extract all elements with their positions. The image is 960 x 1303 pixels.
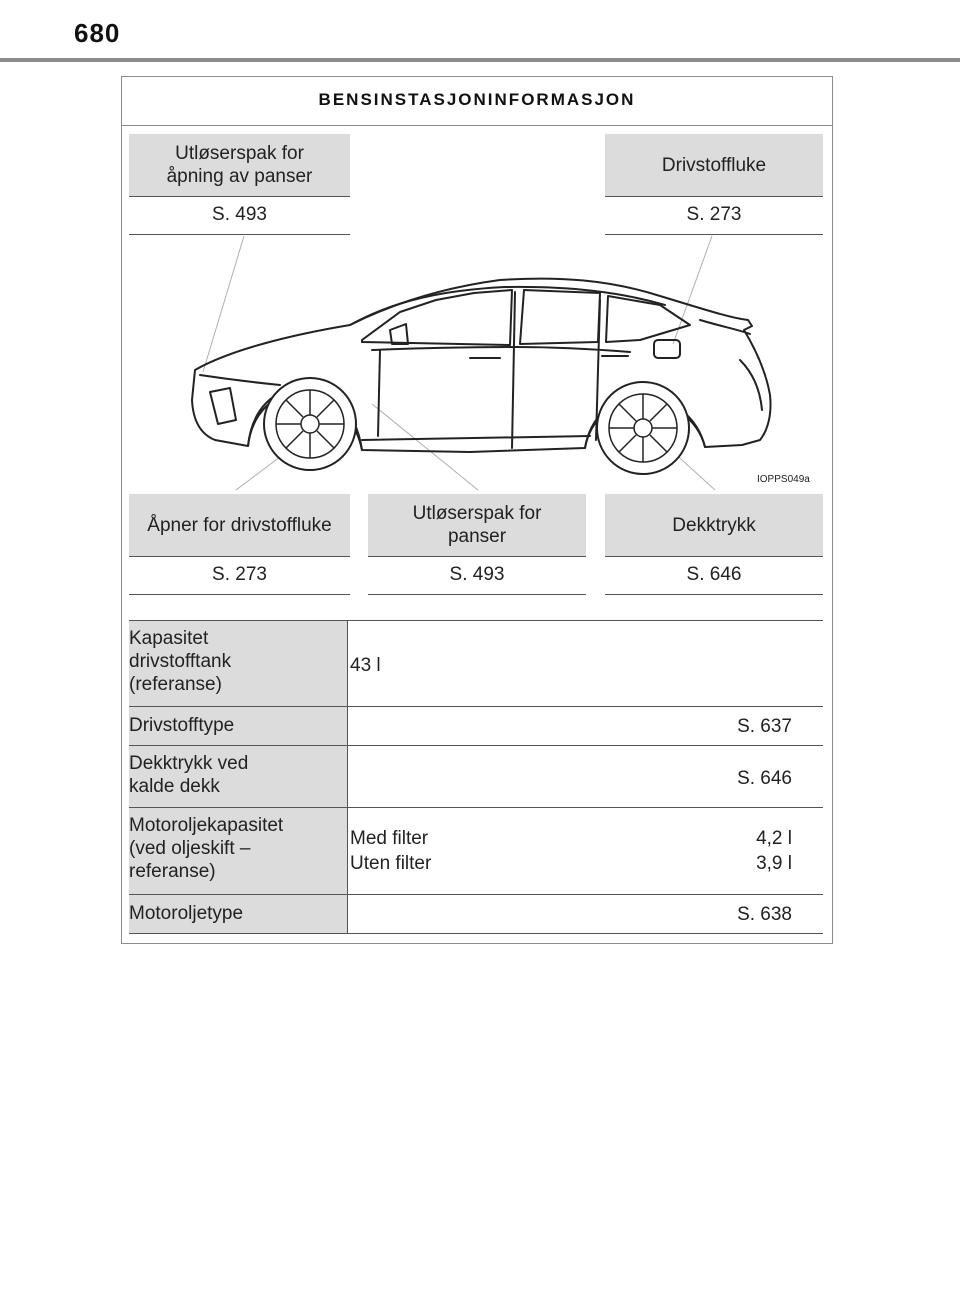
spec-value xyxy=(350,808,792,894)
spec-row-engine-oil-type xyxy=(129,895,823,934)
panel-title: BENSINSTASJONINFORMASJON xyxy=(122,77,832,126)
callout-tire-pressure-page: S. 646 xyxy=(605,557,823,595)
leader-line xyxy=(372,404,478,490)
spec-row-engine-oil-capacity xyxy=(129,808,823,895)
spec-row-cold-tire-pressure xyxy=(129,746,823,808)
spec-value xyxy=(350,746,792,807)
callout-fuel-door-page: S. 273 xyxy=(605,197,823,235)
oil-with-filter-label: Med filter xyxy=(350,828,429,849)
oil-without-filter-value: 3,9 l xyxy=(756,853,792,874)
callout-fuel-door-label: Drivstoffluke xyxy=(605,134,823,197)
spec-value xyxy=(350,707,792,745)
callout-hood-release-page: S. 493 xyxy=(129,197,350,235)
spec-row-fuel-type xyxy=(129,707,823,746)
spec-row-fuel-tank-capacity xyxy=(129,620,823,707)
spec-label: Motoroljekapasitet (ved oljeskift – referanse) xyxy=(129,808,348,894)
spec-label: Kapasitet drivstofftank (referanse) xyxy=(129,621,348,706)
oil-with-filter-value: 4,2 l xyxy=(756,828,792,849)
oil-type-page-ref: S. 638 xyxy=(737,904,792,925)
spec-label: Drivstofftype xyxy=(129,707,348,745)
spec-value xyxy=(350,621,792,706)
spec-label: Dekktrykk ved kalde dekk xyxy=(129,746,348,807)
spec-value xyxy=(350,895,792,933)
fuel-tank-capacity-value: 43 l xyxy=(350,655,381,676)
fuel-type-page-ref: S. 637 xyxy=(737,716,792,737)
spec-label: Motoroljetype xyxy=(129,895,348,933)
callout-fuel-door-opener-label: Åpner for drivstoffluke xyxy=(129,494,350,557)
callout-fuel-door-opener-page: S. 273 xyxy=(129,557,350,595)
callout-hood-release-label: Utløserspak for åpning av panser xyxy=(129,134,350,197)
spec-table xyxy=(129,620,823,934)
callout-hood-lever-label: Utløserspak for panser xyxy=(368,494,586,557)
oil-without-filter-label: Uten filter xyxy=(350,853,432,874)
page-number: 680 xyxy=(74,18,121,48)
callout-tire-pressure-label: Dekktrykk xyxy=(605,494,823,557)
figure-code: IOPPS049a xyxy=(757,474,810,485)
tire-pressure-page-ref: S. 646 xyxy=(737,768,792,789)
callout-hood-lever-page: S. 493 xyxy=(368,557,586,595)
